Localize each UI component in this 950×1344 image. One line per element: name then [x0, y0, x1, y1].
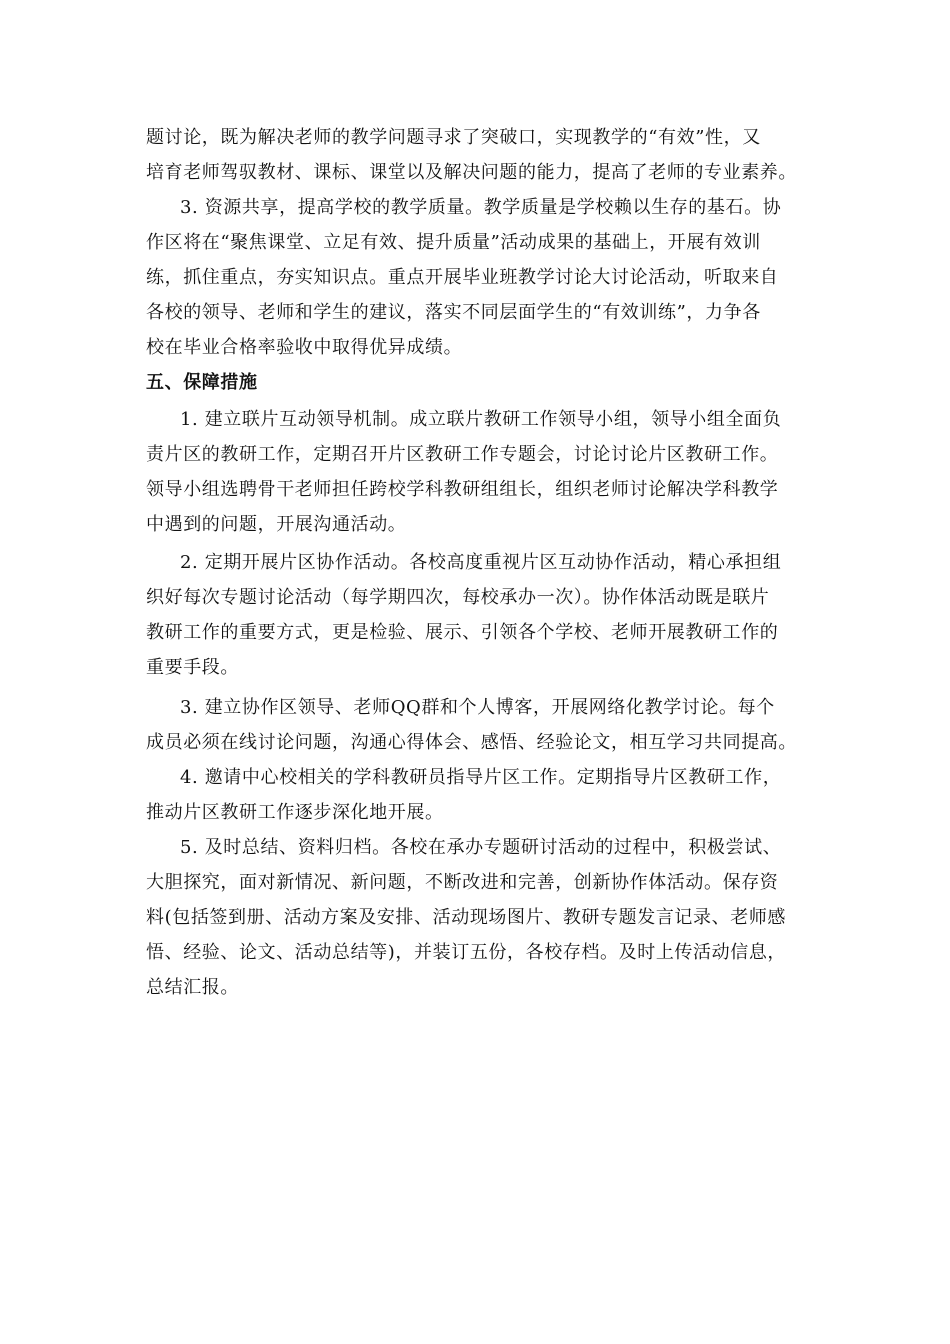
body-text-line: 题讨论，既为解决老师的教学问题寻求了突破口，实现教学的“有效”性，又 [146, 127, 761, 148]
body-text-line: 成员必须在线讨论问题，沟通心得体会、感悟、经验论文，相互学习共同提高。 [146, 732, 797, 753]
body-text-line: 中遇到的问题，开展沟通活动。 [146, 514, 407, 535]
body-text-line: 推动片区教研工作逐步深化地开展。 [146, 802, 444, 823]
body-text-line: 悟、经验、论文、活动总结等)，并装订五份，各校存档。及时上传活动信息， [146, 942, 787, 963]
body-text-line: 总结汇报。 [146, 977, 239, 998]
body-text-line: 练，抓住重点，夯实知识点。重点开展毕业班教学讨论大讨论活动，听取来自 [146, 267, 779, 288]
body-text-line: 培育老师驾驭教材、课标、课堂以及解决问题的能力，提高了老师的专业素养。 [146, 162, 797, 183]
body-text-line: 1. 建立联片互动领导机制。成立联片教研工作领导小组，领导小组全面负 [180, 409, 782, 430]
body-text-line: 织好每次专题讨论活动（每学期四次，每校承办一次）。协作体活动既是联片 [146, 587, 770, 608]
body-text-line: 校在毕业合格率验收中取得优异成绩。 [146, 337, 463, 358]
body-text-line: 料(包括签到册、活动方案及安排、活动现场图片、教研专题发言记录、老师感 [146, 907, 787, 928]
body-text-line: 各校的领导、老师和学生的建议，落实不同层面学生的“有效训练”，力争各 [146, 302, 761, 323]
body-text-line: 3. 资源共享，提高学校的教学质量。教学质量是学校赖以生存的基石。协 [180, 197, 782, 218]
body-text-line: 3. 建立协作区领导、老师QQ群和个人博客，开展网络化教学讨论。每个 [180, 697, 775, 718]
body-text-line: 4. 邀请中心校相关的学科教研员指导片区工作。定期指导片区教研工作， [180, 767, 782, 788]
body-text-line: 大胆探究，面对新情况、新问题，不断改进和完善，创新协作体活动。保存资 [146, 872, 779, 893]
body-text-line: 教研工作的重要方式，更是检验、展示、引领各个学校、老师开展教研工作的 [146, 622, 779, 643]
body-text-line: 责片区的教研工作，定期召开片区教研工作专题会，讨论讨论片区教研工作。 [146, 444, 779, 465]
body-text-line: 重要手段。 [146, 657, 239, 678]
body-text-line: 作区将在“聚焦课堂、立足有效、提升质量”活动成果的基础上，开展有效训 [146, 232, 761, 253]
body-text-line: 2. 定期开展片区协作活动。各校高度重视片区互动协作活动，精心承担组 [180, 552, 782, 573]
section-heading: 五、保障措施 [146, 372, 258, 393]
body-text-line: 领导小组选聘骨干老师担任跨校学科教研组组长，组织老师讨论解决学科教学 [146, 479, 779, 500]
body-text-line: 5. 及时总结、资料归档。各校在承办专题研讨活动的过程中，积极尝试、 [180, 837, 782, 858]
